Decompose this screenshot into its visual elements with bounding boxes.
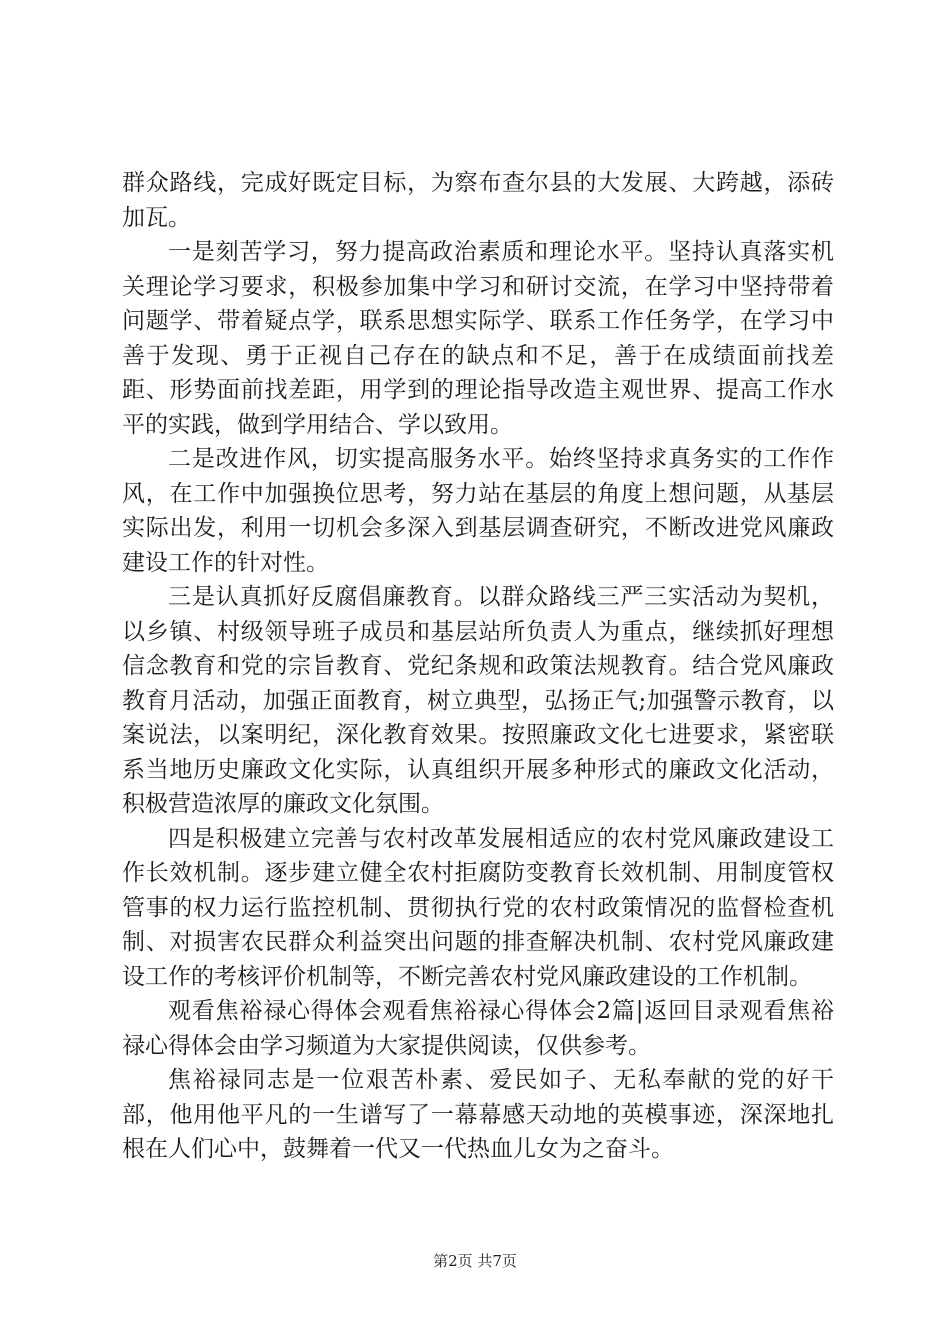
paragraph-7: 焦裕禄同志是一位艰苦朴素、爱民如子、无私奉献的党的好干部，他用他平凡的一生谱写了一幕幕感天动地的英模事迹，深深地扎根在人们心中，鼓舞着一代又一代热血儿女为之奋斗。 xyxy=(122,1067,834,1162)
paragraph-5: 四是积极建立完善与农村改革发展相适应的农村党风廉政建设工作长效机制。逐步建立健全农村拒腐防变教育长效机制、用制度管权管事的权力运行监控机制、贯彻执行党的农村政策情况的监督检查机制、对损害农民群众利益突出问题的排查解决机制、农村党风廉政建设工作的考核评价机制等，不断完善农村党风廉政建设的工作机制。 xyxy=(122,825,834,990)
paragraph-1: 群众路线，完成好既定目标，为察布查尔县的大发展、大跨越，添砖加瓦。 xyxy=(122,170,834,231)
paragraph-3: 二是改进作风，切实提高服务水平。始终坚持求真务实的工作作风，在工作中加强换位思考，努力站在基层的角度上想问题，从基层实际出发，利用一切机会多深入到基层调查研究，不断改进党风廉政建设工作的针对性。 xyxy=(122,446,834,576)
page-number-label: 第2页 共7页 xyxy=(433,1252,517,1270)
paragraph-4: 三是认真抓好反腐倡廉教育。以群众路线三严三实活动为契机，以乡镇、村级领导班子成员和基层站所负责人为重点，继续抓好理想信念教育和党的宗旨教育、党纪条规和政策法规教育。结合党风廉政教育月活动，加强正面教育，树立典型，弘扬正气;加强警示教育，以案说法，以案明纪，深化教育效果。按照廉政文化七进要求，紧密联系当地历史廉政文化实际，认真组织开展多种形式的廉政文化活动，积极营造浓厚的廉政文化氛围。 xyxy=(122,584,834,817)
page-footer xyxy=(0,1250,950,1271)
paragraph-6: 观看焦裕禄心得体会观看焦裕禄心得体会2篇|返回目录观看焦裕禄心得体会由学习频道为大家提供阅读，仅供参考。 xyxy=(122,998,834,1059)
document-body xyxy=(122,166,834,1167)
paragraph-2: 一是刻苦学习，努力提高政治素质和理论水平。坚持认真落实机关理论学习要求，积极参加集中学习和研讨交流，在学习中坚持带着问题学、带着疑点学，联系思想实际学、联系工作任务学，在学习中善于发现、勇于正视自己存在的缺点和不足，善于在成绩面前找差距、形势面前找差距，用学到的理论指导改造主观世界、提高工作水平的实践，做到学用结合、学以致用。 xyxy=(122,239,834,438)
